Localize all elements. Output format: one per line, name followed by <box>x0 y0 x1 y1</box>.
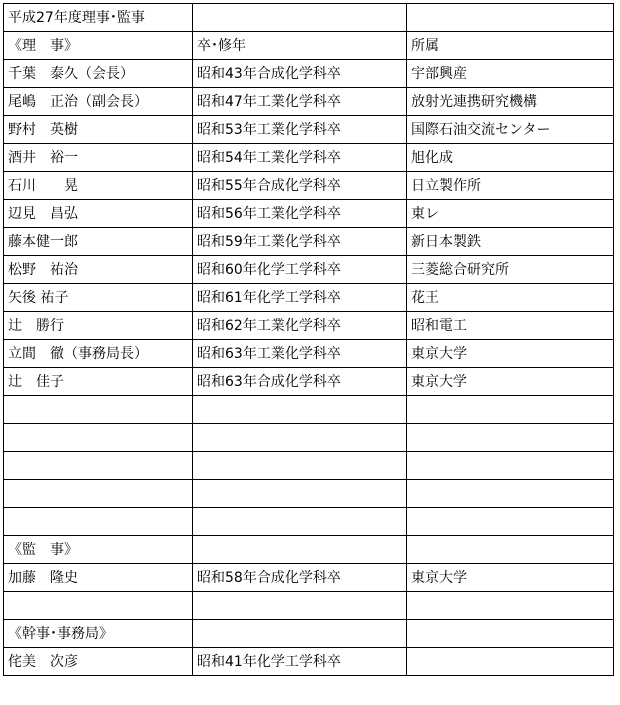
table-row-empty <box>4 508 614 536</box>
table-row-title <box>4 4 614 32</box>
table-row <box>4 368 614 396</box>
empty-cell <box>407 508 614 536</box>
table-row <box>4 88 614 116</box>
member-name: 野村 英樹 <box>4 116 193 144</box>
member-affiliation: 花王 <box>407 284 614 312</box>
table-row <box>4 60 614 88</box>
table-row-empty <box>4 452 614 480</box>
member-graduation: 昭和53年工業化学科卒 <box>193 116 407 144</box>
section-heading-auditors: 《監 事》 <box>4 536 193 564</box>
section-heading-directors: 《理 事》 <box>4 32 193 60</box>
member-name: 矢後 祐子 <box>4 284 193 312</box>
member-name: 尾嶋 正治（副会長） <box>4 88 193 116</box>
member-graduation: 昭和43年合成化学科卒 <box>193 60 407 88</box>
empty-cell <box>407 480 614 508</box>
member-graduation: 昭和56年工業化学科卒 <box>193 200 407 228</box>
member-graduation: 昭和54年工業化学科卒 <box>193 144 407 172</box>
table-row-empty <box>4 480 614 508</box>
member-affiliation: 国際石油交流センター <box>407 116 614 144</box>
member-name: 松野 祐治 <box>4 256 193 284</box>
empty-cell <box>193 536 407 564</box>
table-row <box>4 312 614 340</box>
empty-cell <box>193 4 407 32</box>
table-row <box>4 172 614 200</box>
table-row <box>4 284 614 312</box>
member-graduation: 昭和41年化学工学科卒 <box>193 648 407 676</box>
table-row <box>4 648 614 676</box>
member-affiliation: 東レ <box>407 200 614 228</box>
table-row <box>4 200 614 228</box>
empty-cell <box>193 508 407 536</box>
member-graduation: 昭和47年工業化学科卒 <box>193 88 407 116</box>
empty-cell <box>4 452 193 480</box>
empty-cell <box>193 396 407 424</box>
member-graduation: 昭和55年合成化学科卒 <box>193 172 407 200</box>
empty-cell <box>407 424 614 452</box>
member-name: 藤本健一郎 <box>4 228 193 256</box>
member-affiliation: 三菱総合研究所 <box>407 256 614 284</box>
member-name: 加藤 隆史 <box>4 564 193 592</box>
member-name: 酒井 裕一 <box>4 144 193 172</box>
empty-cell <box>193 452 407 480</box>
member-name: 辺見 昌弘 <box>4 200 193 228</box>
column-header-affiliation: 所属 <box>407 32 614 60</box>
empty-cell <box>407 536 614 564</box>
empty-cell <box>4 592 193 620</box>
member-name: 辻 勝行 <box>4 312 193 340</box>
table-row-section <box>4 620 614 648</box>
member-affiliation: 昭和電工 <box>407 312 614 340</box>
empty-cell <box>193 480 407 508</box>
table-row <box>4 116 614 144</box>
table-row-empty <box>4 592 614 620</box>
member-graduation: 昭和59年工業化学科卒 <box>193 228 407 256</box>
member-affiliation: 新日本製鉄 <box>407 228 614 256</box>
empty-cell <box>4 480 193 508</box>
table-row <box>4 144 614 172</box>
member-affiliation: 東京大学 <box>407 340 614 368</box>
table-row <box>4 340 614 368</box>
empty-cell <box>193 620 407 648</box>
empty-cell <box>193 424 407 452</box>
member-name: 辻 佳子 <box>4 368 193 396</box>
member-graduation: 昭和63年合成化学科卒 <box>193 368 407 396</box>
member-name: 立間 徹（事務局長） <box>4 340 193 368</box>
table-row-header <box>4 32 614 60</box>
table-row <box>4 228 614 256</box>
empty-cell <box>407 4 614 32</box>
table-row-empty <box>4 396 614 424</box>
column-header-graduation: 卒･修年 <box>193 32 407 60</box>
empty-cell <box>4 396 193 424</box>
member-affiliation: 東京大学 <box>407 368 614 396</box>
table-row-section <box>4 536 614 564</box>
empty-cell <box>407 592 614 620</box>
table-row <box>4 564 614 592</box>
member-graduation: 昭和63年工業化学科卒 <box>193 340 407 368</box>
member-name: 石川 晃 <box>4 172 193 200</box>
member-affiliation: 旭化成 <box>407 144 614 172</box>
empty-cell <box>4 508 193 536</box>
empty-cell <box>4 424 193 452</box>
empty-cell <box>407 620 614 648</box>
member-graduation: 昭和58年合成化学科卒 <box>193 564 407 592</box>
member-affiliation: 東京大学 <box>407 564 614 592</box>
member-affiliation: 宇部興産 <box>407 60 614 88</box>
member-name: 千葉 泰久（会長） <box>4 60 193 88</box>
table-row <box>4 256 614 284</box>
member-graduation: 昭和60年化学工学科卒 <box>193 256 407 284</box>
member-graduation: 昭和62年工業化学科卒 <box>193 312 407 340</box>
empty-cell <box>193 592 407 620</box>
member-name: 侘美 次彦 <box>4 648 193 676</box>
table-title: 平成27年度理事･監事 <box>4 4 193 32</box>
member-affiliation <box>407 648 614 676</box>
table-row-empty <box>4 424 614 452</box>
empty-cell <box>407 396 614 424</box>
empty-cell <box>407 452 614 480</box>
member-graduation: 昭和61年化学工学科卒 <box>193 284 407 312</box>
officers-table <box>3 3 614 676</box>
section-heading-secretariat: 《幹事･事務局》 <box>4 620 193 648</box>
member-affiliation: 放射光連携研究機構 <box>407 88 614 116</box>
member-affiliation: 日立製作所 <box>407 172 614 200</box>
